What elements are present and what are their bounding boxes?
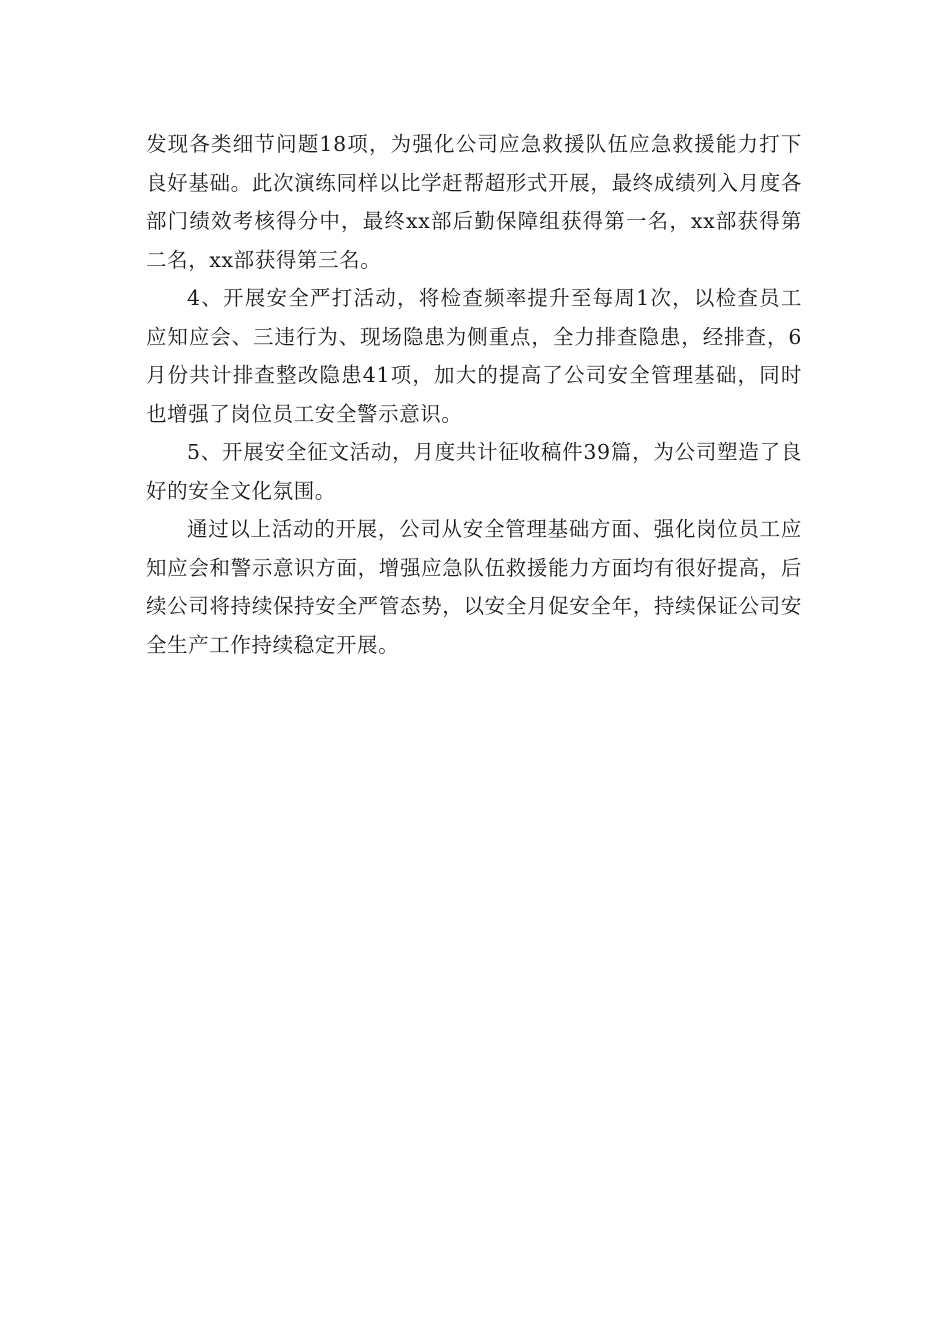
paragraph-item-4: 4、开展安全严打活动，将检查频率提升至每周1次，以检查员工应知应会、三违行为、现场隐患为侧重点，全力排查隐患，经排查，6月份共计排查整改隐患41项，加大的提高了公司安全管理基础，同时也增强了岗位员工安全警示意识。 [146, 286, 802, 426]
paragraph-continuation: 发现各类细节问题18项，为强化公司应急救援队伍应急救援能力打下良好基础。此次演练同样以比学赶帮超形式开展，最终成绩列入月度各部门绩效考核得分中，最终xx部后勤保障组获得第一名，xx部获得第二名，xx部获得第三名。 [146, 132, 802, 272]
paragraph-summary: 通过以上活动的开展，公司从安全管理基础方面、强化岗位员工应知应会和警示意识方面，增强应急队伍救援能力方面均有很好提高，后续公司将持续保持安全严管态势，以安全月促安全年，持续保证公司安全生产工作持续稳定开展。 [146, 517, 802, 657]
paragraph-item-5: 5、开展安全征文活动，月度共计征收稿件39篇，为公司塑造了良好的安全文化氛围。 [146, 440, 802, 503]
document-body [146, 125, 802, 664]
